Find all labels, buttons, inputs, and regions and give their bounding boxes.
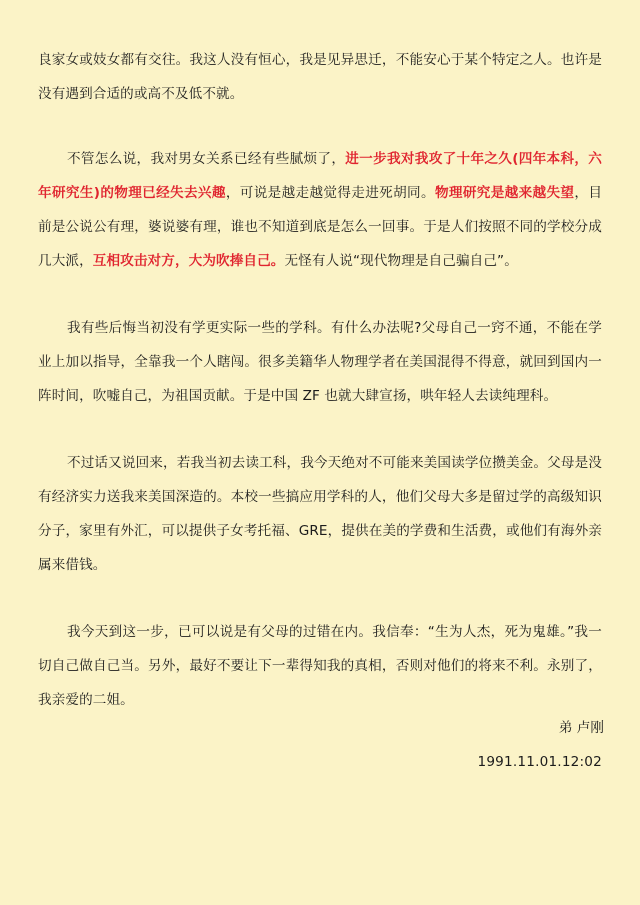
paragraph-1-text: 良家女或妓女都有交往。我这人没有恒心，我是见异思迁，不能安心于某个特定之人。也许是没有遇到合适的或高不及低不就。 bbox=[38, 52, 602, 102]
highlight-physics-interest: 进一步我对我攻了十年之久(四年本科，六年研究生)的物理已经失去兴趣 bbox=[38, 151, 602, 201]
paragraph-2-text-1: 不管怎么说，我对男女关系已经有些腻烦了， bbox=[67, 151, 346, 167]
letter-date: 1991.11.01.12:02 bbox=[477, 754, 602, 770]
highlight-physics-disappointment: 物理研究是越来越失望 bbox=[434, 185, 575, 201]
paragraph-2-text-2: ，可说是越走越觉得走进死胡同。 bbox=[225, 185, 435, 201]
signature: 弟 卢刚 bbox=[558, 720, 604, 736]
paragraph-4-text: 不过话又说回来，若我当初去读工科，我今天绝对不可能来美国读学位攒美金。父母是没有经济实力送我来美国深造的。本校一些搞应用学科的人，他们父母大多是留过学的高级知识分子，家里有外汇，可以提供子女考托福、GRE，提供在美的学费和生活费，或他们有海外亲属来借钱。 bbox=[38, 455, 602, 573]
paragraph-2 bbox=[38, 142, 602, 278]
paragraph-2-text-4: 无怪有人说“现代物理是自己骗自己”。 bbox=[284, 253, 518, 269]
paragraph-3-text: 我有些后悔当初没有学更实际一些的学科。有什么办法呢?父母自己一窍不通，不能在学业上加以指导，全靠我一个人瞎闯。很多美籍华人物理学者在美国混得不得意，就回到国内一阵时间，吹嘘自己，为祖国贡献。于是中国 ZF 也就大肆宣扬，哄年轻人去读纯理科。 bbox=[38, 320, 602, 404]
paragraph-4 bbox=[38, 446, 602, 582]
paragraph-5 bbox=[38, 615, 602, 717]
paragraph-1 bbox=[38, 43, 602, 111]
paragraph-5-text: 我今天到这一步，已可以说是有父母的过错在内。我信奉：“生为人杰，死为鬼雄。”我一切自己做自己当。另外，最好不要让下一辈得知我的真相，否则对他们的将来不利。永别了，我亲爱的二姐。 bbox=[38, 624, 602, 708]
paragraph-2-text-3: ，目前是公说公有理，婆说婆有理，谁也不知道到底是怎么一回事。于是人们按照不同的学校分成几大派， bbox=[38, 185, 603, 269]
paragraph-3 bbox=[38, 311, 602, 413]
highlight-mutual-attacks: 互相攻击对方，大为吹捧自己。 bbox=[92, 253, 285, 269]
